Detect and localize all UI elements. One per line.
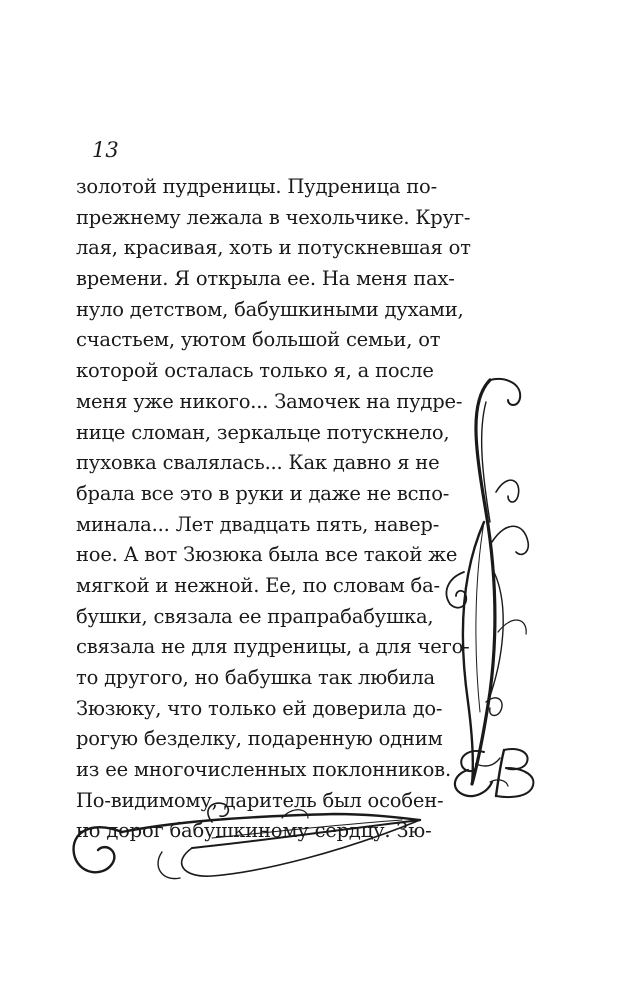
text-line: нице сломан, зеркальце потускнело, [76,420,450,444]
text-line: бушки, связала ее прапрабабушка, [76,604,434,628]
text-line: золотой пудреницы. Пудреница по- [76,175,437,198]
text-line: Зюзюку, что только ей доверила до- [76,696,443,720]
text-line: то другого, но бабушка так любила [76,666,435,689]
text-line: из ее многочисленных поклонников. [76,758,451,782]
page-number: 13 [92,138,119,162]
text-line: лая, красивая, хоть и потускневшая от [76,236,471,260]
text-line: связала не для пудреницы, а для чего- [76,635,470,659]
text-line: ное. А вот Зюзюка была все такой же [76,543,458,567]
text-line: которой осталась только я, а после [76,359,434,383]
text-line: но дорог бабушкиному сердцу. Зю- [76,819,432,843]
text-line: По-видимому, даритель был особен- [76,788,444,812]
text-line: прежнему лежала в чехольчике. Круг- [76,205,471,229]
body-text [76,172,471,847]
text-line: пуховка свалялась... Как давно я не [76,451,440,475]
text-line: меня уже никого... Замочек на пудре- [76,389,463,413]
text-line: мягкой и нежной. Ее, по словам ба- [76,573,440,597]
text-line: счастьем, уютом большой семьи, от [76,328,441,352]
text-line: времени. Я открыла ее. На меня пах- [76,267,455,291]
text-line: рогую безделку, подаренную одним [76,727,443,751]
text-line: нуло детством, бабушкиными духами, [76,297,464,321]
floral-flourish-icon [428,372,538,792]
text-line: брала все это в руки и даже не вспо- [76,481,450,505]
leaf-flourish-icon [62,792,434,892]
text-line: минала... Лет двадцать пять, навер- [76,512,440,536]
monogram-icon [446,742,546,804]
